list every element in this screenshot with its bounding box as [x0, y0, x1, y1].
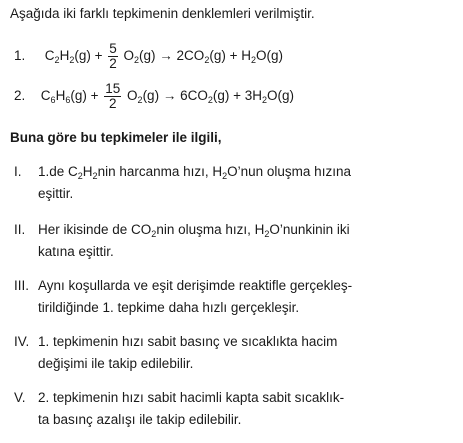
fraction: $\frac{5}{2}$ — [109, 41, 117, 71]
equation-2: 2. $C_6H_6(g)$ + $\frac{15}{2}$ $O_2(g) \to 6CO_2(g) + 3H_2O(g)$ — [14, 81, 295, 111]
equation-number: 2. — [14, 88, 26, 104]
question-stem: Buna göre bu tepkimeler ile ilgili, — [10, 130, 222, 145]
statement-i-cont: eşittir. — [38, 186, 74, 201]
equation-number: 1. — [14, 48, 26, 64]
statement-iv: IV. 1. tepkimenin hızı sabit basınç ve sıcaklıkta hacim — [14, 334, 338, 349]
roman-numeral: III. — [14, 278, 30, 293]
intro-text: Aşağıda iki farklı tepkimenin denklemleri verilmiştir. — [10, 6, 315, 21]
statement-v: V. 2. tepkimenin hızı sabit hacimli kapta sabit sıcaklık- — [14, 390, 345, 405]
roman-numeral: I. — [14, 164, 22, 179]
equation-1: 1. $C_2H_2(g)$ + $\frac{5}{2}$ $O_2(g) \to 2CO_2(g) + H_2O(g)$ — [14, 41, 283, 71]
statement-iii: III. Aynı koşullarda ve eşit derişimde reaktifle gerçekleş- — [14, 278, 353, 293]
roman-numeral: II. — [14, 222, 26, 237]
statement-iv-cont: değişimi ile takip edilebilir. — [38, 356, 194, 371]
statement-v-cont: ta basınç azalışı ile takip edilebilir. — [38, 412, 242, 427]
fraction: $\frac{15}{2}$ — [105, 81, 121, 111]
roman-numeral: V. — [14, 390, 26, 405]
roman-numeral: IV. — [14, 334, 30, 349]
statement-iii-cont: tirildiğinde 1. tepkime daha hızlı gerçekleşir. — [38, 300, 300, 315]
statement-ii: II. Her ikisinde de $CO_2nin$ oluşma hızı, $H_2O’nunkinin$ iki — [14, 222, 350, 239]
statement-ii-cont: katına eşittir. — [38, 244, 114, 259]
statement-i: I. 1.de $C_2H_2nin$ harcanma hızı, $H_2O’nun$ oluşma hızına — [14, 164, 351, 181]
